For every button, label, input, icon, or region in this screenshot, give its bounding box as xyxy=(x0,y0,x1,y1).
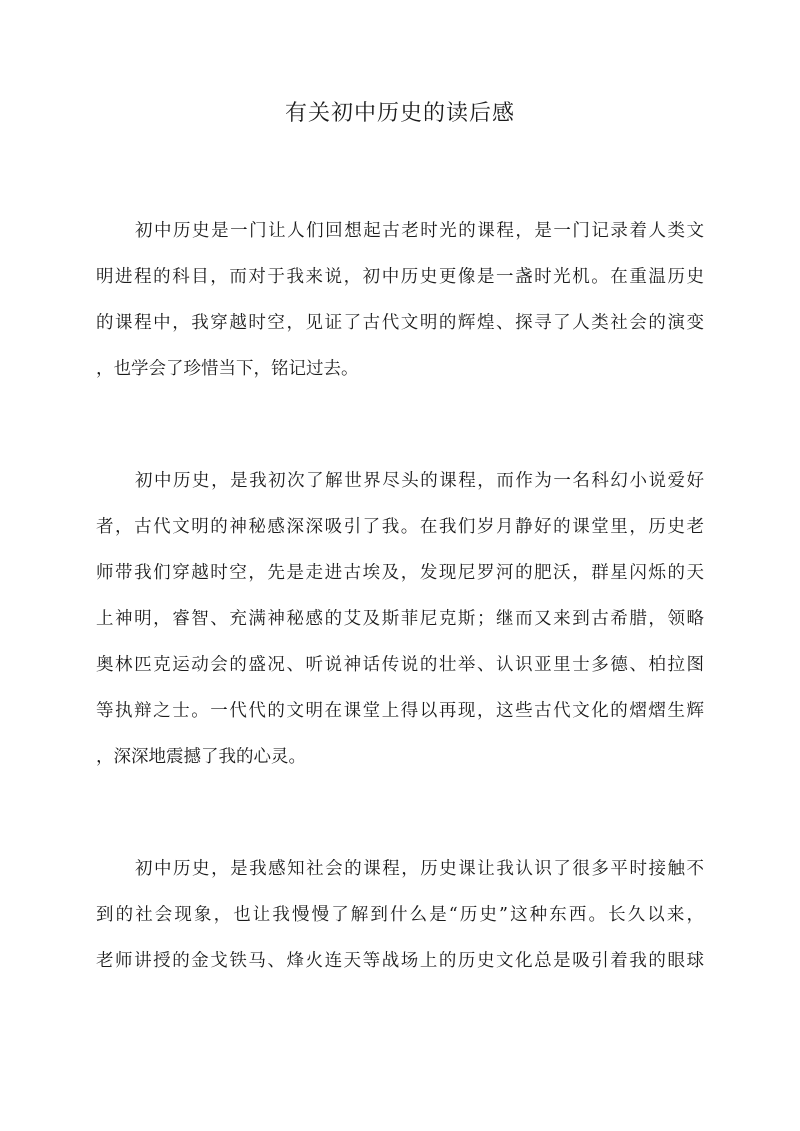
paragraph-line: 奥林匹克运动会的盛况、听说神话传说的壮举、认识亚里士多德、柏拉图 xyxy=(96,655,704,675)
paragraph-line: 的课程中，我穿越时空，见证了古代文明的辉煌、探寻了人类社会的演变 xyxy=(96,313,704,333)
document-title: 有关初中历史的读后感 xyxy=(284,101,515,126)
paragraph-line: 师带我们穿越时空，先是走进古埃及，发现尼罗河的肥沃，群星闪烁的天 xyxy=(96,563,704,583)
paragraph-line: ，也学会了珍惜当下，铭记过去。 xyxy=(96,359,359,379)
paragraph-line: ，深深地震撼了我的心灵。 xyxy=(96,747,306,767)
paragraph-line: 等执辩之士。一代代的文明在课堂上得以再现，这些古代文化的熠熠生辉 xyxy=(96,701,704,721)
paragraph-line: 明进程的科目，而对于我来说，初中历史更像是一盏时光机。在重温历史 xyxy=(96,267,704,287)
paragraph-line: 初中历史，是我感知社会的课程，历史课让我认识了很多平时接触不 xyxy=(135,859,704,879)
paragraph-line: 初中历史是一门让人们回想起古老时光的课程，是一门记录着人类文 xyxy=(135,221,704,241)
paragraph-line: 老师讲授的金戈铁马、烽火连天等战场上的历史文化总是吸引着我的眼球 xyxy=(96,951,704,971)
paragraph-line: 到的社会现象，也让我慢慢了解到什么是“历史”这种东西。长久以来， xyxy=(96,905,704,925)
paragraph-line: 初中历史，是我初次了解世界尽头的课程，而作为一名科幻小说爱好 xyxy=(135,471,704,491)
paragraph-line: 者，古代文明的神秘感深深吸引了我。在我们岁月静好的课堂里，历史老 xyxy=(96,517,704,537)
paragraph-line: 上神明，睿智、充满神秘感的艾及斯菲尼克斯；继而又来到古希腊，领略 xyxy=(96,609,704,629)
